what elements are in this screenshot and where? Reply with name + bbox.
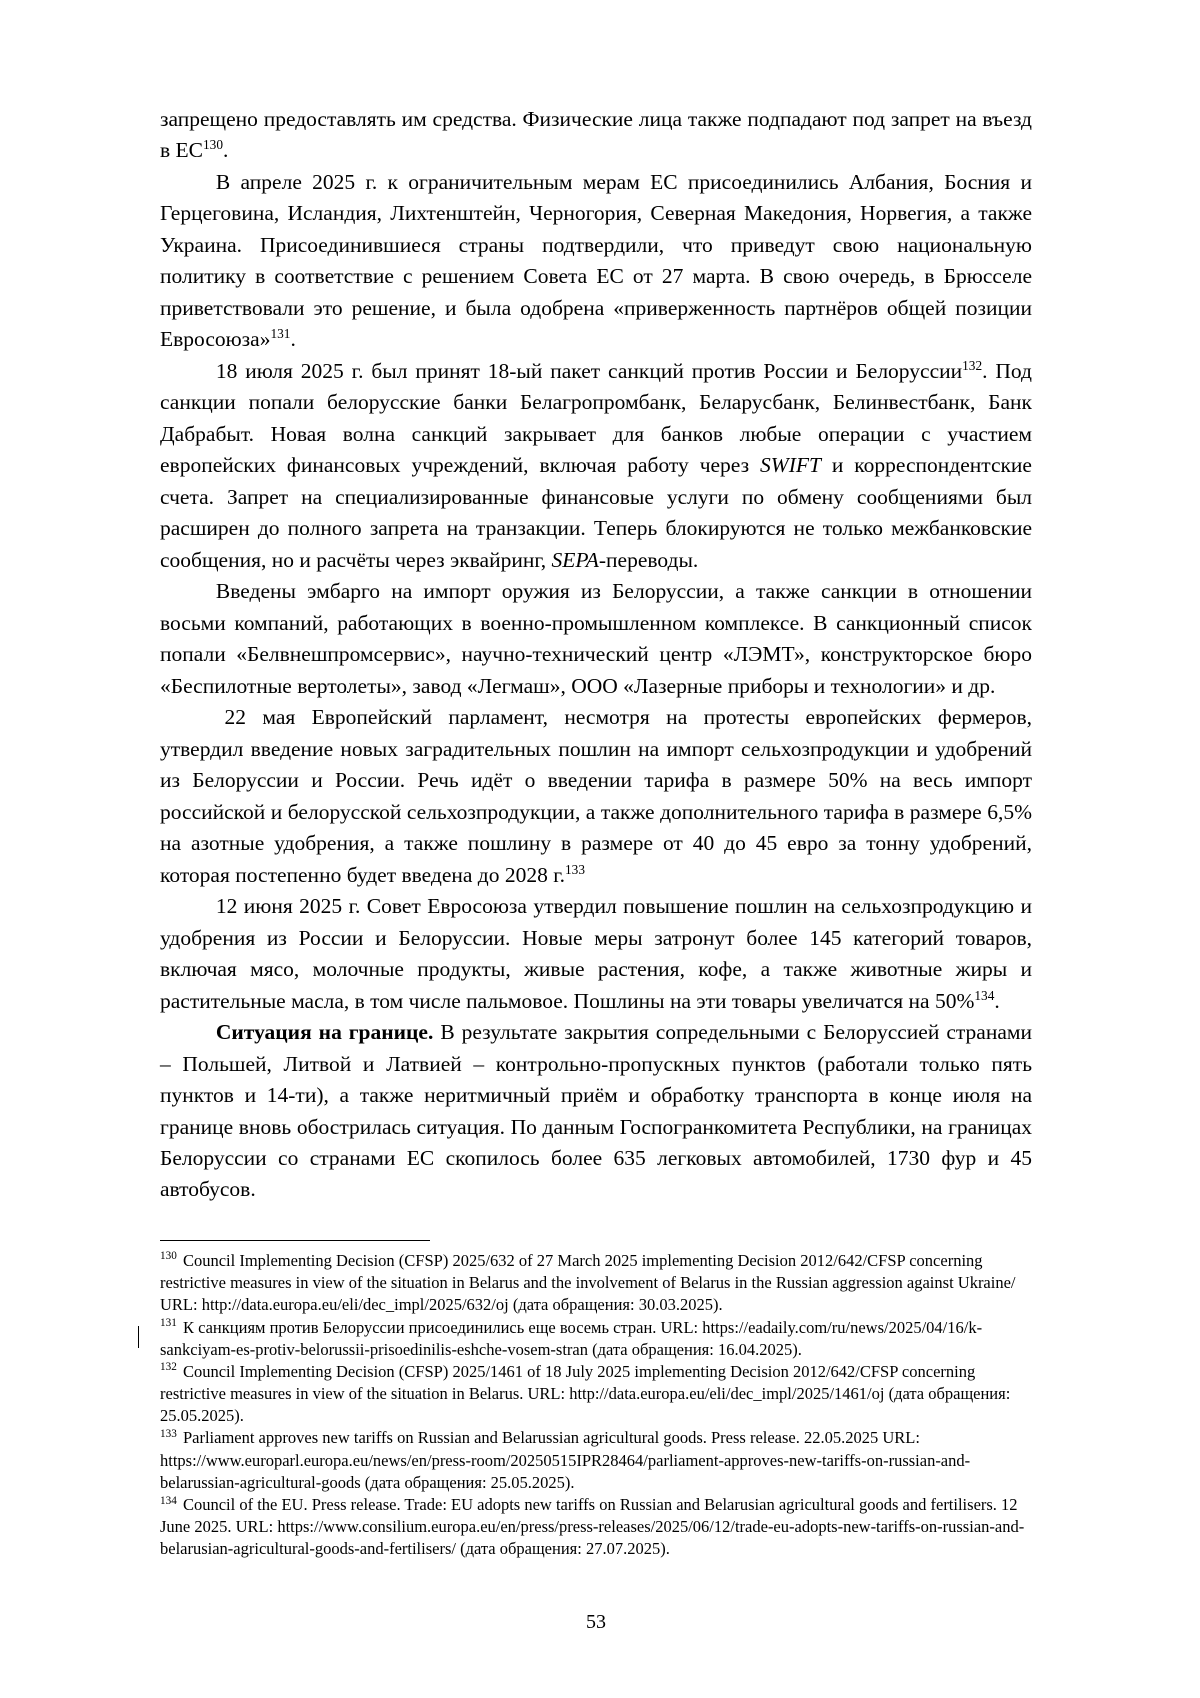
footnote-130 [160, 1250, 1032, 1317]
footnote-131 [160, 1317, 1032, 1361]
paragraph-5: 22 мая Европейский парламент, несмотря на протесты европейских фермеров, утвердил введение новых заградительных пошлин на импорт сельхозпродукции и удобрений из Белоруссии и России. Речь идёт о введении тарифа в размере 50% на весь импорт российской и белорусской сельхозпродукции, а также дополнительного тарифа в размере 6,5% на азотные удобрения, а также пошлину в размере от 40 до 45 евро за тонну удобрений, которая постепенно будет введена до 2028 г.$^{133}$ [160, 705, 1032, 887]
page-number: 53 [586, 1610, 606, 1633]
paragraph-3: 18 июля 2025 г. был принят 18-ый пакет санкций против России и Белоруссии$^{132}$. Под санкции попали белорусские банки Белагропромбанк, Беларусбанк, Белинвестбанк, Банк Дабрабыт. Новая волна санкций закрывает для банков любые операции с участием европейских финансовых учреждений, включая работу через SWIFT и корреспондентские счета. Запрет на специализированные финансовые услуги по обмену сообщениями был расширен до полного запрета на транзакции. Теперь блокируются не только межбанковские сообщения, но и расчёты через эквайринг, SEPA-переводы. [160, 357, 1032, 572]
footnote-133 [160, 1427, 1032, 1494]
body-text [160, 104, 1032, 1206]
footnote-marker: 130 [160, 1250, 177, 1263]
revision-change-bar [138, 1326, 139, 1348]
paragraph-6: 12 июня 2025 г. Совет Евросоюза утвердил повышение пошлин на сельхозпродукцию и удобрения из России и Белоруссии. Новые меры затронут более 145 категорий товаров, включая мясо, молочные продукты, живые растения, кофе, а также животные жиры и растительные масла, в том числе пальмовое. Пошлины на эти товары увеличатся на 50%$^{134}$. [160, 894, 1032, 1013]
paragraph-4: Введены эмбарго на импорт оружия из Белоруссии, а также санкции в отношении восьми компаний, работающих в военно-промышленном комплексе. В санкционный список попали «Белвнешпромсервис», научно-технический центр «ЛЭМТ», конструкторское бюро «Беспилотные вертолеты», завод «Легмаш», ООО «Лазерные приборы и технологии» и др. [160, 579, 1032, 698]
footnote-text: Council Implementing Decision (CFSP) 2025/632 of 27 March 2025 implementing Decision 2012/642/CFSP concerning restrictive measures in view of the situation in Belarus and the involvement of Belarus in the Russian aggression against Ukraine/ URL: http://data.europa.eu/eli/dec_impl/2025/632/oj (дата обращения: 30.03.2025). [160, 1250, 1016, 1315]
paragraph-1: запрещено предоставлять им средства. Физические лица также подпадают под запрет на въезд в ЕС$^{130}$. [160, 107, 1032, 163]
footnote-text: Council Implementing Decision (CFSP) 2025/1461 of 18 July 2025 implementing Decision 2012/642/CFSP concerning restrictive measures in view of the situation in Belarus. URL: http://data.europa.eu/eli/dec_impl/2025/1461/oj (дата обращения: 25.05.2025). [160, 1361, 1011, 1426]
footnote-text: Council of the EU. Press release. Trade: EU adopts new tariffs on Russian and Belarusian agricultural goods and fertilisers. 12 June 2025. URL: https://www.consilium.europa.eu/en/press/press-releases/2025/06/12/trade-eu-adopts-new-tariffs-on-russian-and-belarusian-agricultural-goods-and-fertilisers/ (дата обращения: 27.07.2025). [160, 1495, 1025, 1559]
footnote-text: Parliament approves new tariffs on Russian and Belarussian agricultural goods. Press release. 22.05.2025 URL: https://www.europarl.europa.eu/news/en/press-room/20250515IPR28464/parliament-approves-new-tariffs-on-russian-and-belarussian-agricultural-goods (дата обращения: 25.05.2025). [160, 1428, 971, 1492]
footnote-132 [160, 1361, 1032, 1428]
footnote-list [160, 1250, 1032, 1561]
footnote-marker: 133 [160, 1427, 177, 1440]
footnote-separator [160, 1240, 430, 1241]
footnote-area [160, 1240, 1032, 1561]
footnote-marker: 134 [160, 1494, 177, 1507]
footnote-text: К санкциям против Белоруссии присоединились еще восемь стран. URL: https://eadaily.com/ru/news/2025/04/16/k-sankciyam-es-protiv-belorussii-prisoedinilis-eshche-vosem-stran (дата обращения: 16.04.2025). [160, 1317, 983, 1359]
footnote-marker: 132 [160, 1361, 177, 1374]
paragraph-7: Ситуация на границе. В результате закрытия сопредельными с Белоруссией странами – Польшей, Литвой и Латвией – контрольно-пропускных пунктов (работали только пять пунктов и 14-ти), а также неритмичный приём и обработку транспорта в конце июля на границе вновь обострилась ситуация. По данным Госпогранкомитета Республики, на границах Белоруссии со странами ЕС скопилось более 635 легковых автомобилей, 1730 фур и 45 автобусов. [160, 1020, 1032, 1202]
footnote-marker: 131 [160, 1317, 177, 1330]
footnote-134 [160, 1494, 1032, 1561]
paragraph-2: В апреле 2025 г. к ограничительным мерам ЕС присоединились Албания, Босния и Герцеговина, Исландия, Лихтенштейн, Черногория, Северная Македония, Норвегия, а также Украина. Присоединившиеся страны подтвердили, что приведут свою национальную политику в соответствие с решением Совета ЕС от 27 марта. В свою очередь, в Брюсселе приветствовали это решение, и была одобрена «приверженность партнёров общей позиции Евросоюза»$^{131}$. [160, 169, 1032, 352]
